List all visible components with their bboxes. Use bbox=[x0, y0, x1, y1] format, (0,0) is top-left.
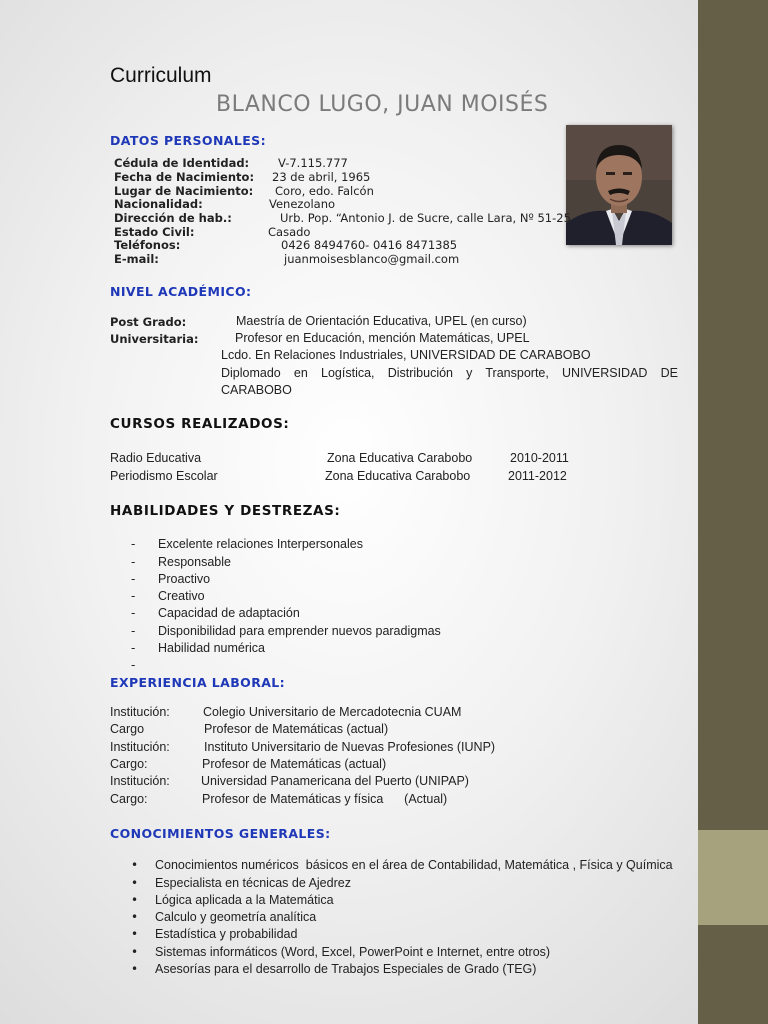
personal-row-value: Venezolano bbox=[269, 197, 336, 211]
dash-marker: - bbox=[131, 624, 136, 638]
experience-label: Institución: bbox=[110, 705, 170, 719]
personal-row-label: Dirección de hab.: bbox=[114, 211, 232, 225]
skills-heading: HABILIDADES Y DESTREZAS: bbox=[110, 503, 341, 519]
personal-row-label: Cédula de Identidad: bbox=[114, 156, 250, 170]
skill-item: Responsable bbox=[158, 555, 231, 569]
experience-heading: EXPERIENCIA LABORAL: bbox=[110, 675, 286, 690]
dash-marker: - bbox=[131, 555, 136, 569]
bullet-icon: • bbox=[131, 962, 139, 976]
dash-marker: - bbox=[131, 572, 136, 586]
personal-row-label: Teléfonos: bbox=[114, 238, 181, 252]
experience-value: Colegio Universitario de Mercadotecnia CUAM bbox=[203, 705, 462, 719]
knowledge-item: Lógica aplicada a la Matemática bbox=[155, 893, 334, 907]
experience-label: Institución: bbox=[110, 740, 170, 754]
university-label: Universitaria: bbox=[110, 332, 199, 346]
knowledge-item: Sistemas informáticos (Word, Excel, PowerPoint e Internet, entre otros) bbox=[155, 945, 551, 959]
skill-item: Capacidad de adaptación bbox=[158, 606, 300, 620]
bullet-icon: • bbox=[131, 893, 139, 907]
personal-row-email[interactable]: juanmoisesblanco@gmail.com bbox=[284, 252, 460, 266]
person-name: BLANCO LUGO, JUAN MOISÉS bbox=[216, 92, 549, 117]
personal-row bbox=[114, 253, 584, 267]
course-name: Periodismo Escolar bbox=[110, 469, 218, 483]
personal-row-label: Lugar de Nacimiento: bbox=[114, 184, 254, 198]
knowledge-item: Conocimientos numéricos básicos en el área de Contabilidad, Matemática , Física y Química bbox=[155, 858, 673, 872]
postgrad-label: Post Grado: bbox=[110, 315, 187, 329]
document-type-title: Curriculum bbox=[110, 64, 212, 87]
knowledge-item: Asesorías para el desarrollo de Trabajos Especiales de Grado (TEG) bbox=[155, 962, 537, 976]
bullet-icon: • bbox=[131, 858, 139, 872]
bullet-icon: • bbox=[131, 876, 139, 890]
postgrad-value: Maestría de Orientación Educativa, UPEL (en curso) bbox=[236, 314, 527, 328]
dash-marker: - bbox=[131, 537, 136, 551]
skill-item: Proactivo bbox=[158, 572, 211, 586]
personal-data-heading: DATOS PERSONALES: bbox=[110, 133, 266, 148]
courses-heading: CURSOS REALIZADOS: bbox=[110, 416, 290, 432]
dash-marker: - bbox=[131, 658, 136, 672]
knowledge-heading: CONOCIMIENTOS GENERALES: bbox=[110, 826, 331, 841]
dash-marker: - bbox=[131, 606, 136, 620]
skill-item: Habilidad numérica bbox=[158, 641, 266, 655]
dash-marker: - bbox=[131, 589, 136, 603]
personal-row-value: V-7.115.777 bbox=[278, 156, 348, 170]
personal-row-label: E-mail: bbox=[114, 252, 159, 266]
experience-label: Institución: bbox=[110, 774, 170, 788]
personal-row-label: Estado Civil: bbox=[114, 225, 195, 239]
personal-row bbox=[114, 198, 584, 212]
experience-label: Cargo: bbox=[110, 757, 148, 771]
university-degree: Lcdo. En Relaciones Industriales, UNIVERSIDAD DE CARABOBO bbox=[221, 348, 591, 362]
skill-item: Disponibilidad para emprender nuevos paradigmas bbox=[158, 624, 441, 638]
course-place: Zona Educativa Carabobo bbox=[327, 451, 473, 465]
university-degree: Diplomado en Logística, Distribución y Transporte, UNIVERSIDAD DE bbox=[221, 366, 678, 380]
skill-item: Creativo bbox=[158, 589, 205, 603]
bullet-icon: • bbox=[131, 910, 139, 924]
knowledge-item: Estadística y probabilidad bbox=[155, 927, 298, 941]
bullet-icon: • bbox=[131, 927, 139, 941]
experience-label: Cargo bbox=[110, 722, 145, 736]
dash-marker: - bbox=[131, 641, 136, 655]
course-name: Radio Educativa bbox=[110, 451, 202, 465]
experience-value: Universidad Panamericana del Puerto (UNIPAP) bbox=[201, 774, 469, 788]
personal-row-value: Urb. Pop. “Antonio J. de Sucre, calle Lara, Nº 51-25 bbox=[280, 211, 571, 225]
bullet-icon: • bbox=[131, 945, 139, 959]
knowledge-item: Calculo y geometría analítica bbox=[155, 910, 317, 924]
personal-row-value: Coro, edo. Falcón bbox=[275, 184, 374, 198]
skill-item: Excelente relaciones Interpersonales bbox=[158, 537, 363, 551]
personal-row bbox=[114, 171, 584, 185]
personal-row bbox=[114, 212, 584, 226]
personal-row-value: Casado bbox=[268, 225, 311, 239]
experience-value: Profesor de Matemáticas (actual) bbox=[204, 722, 389, 736]
personal-row bbox=[114, 239, 584, 253]
personal-row-label: Fecha de Nacimiento: bbox=[114, 170, 255, 184]
experience-value: Profesor de Matemáticas y física (Actual) bbox=[202, 792, 448, 806]
personal-row-value: 23 de abril, 1965 bbox=[272, 170, 371, 184]
experience-label: Cargo: bbox=[110, 792, 148, 806]
personal-row-value: 0426 8494760- 0416 8471385 bbox=[281, 238, 458, 252]
personal-row-label: Nacionalidad: bbox=[114, 197, 203, 211]
sidebar-accent-block bbox=[698, 830, 768, 925]
course-years: 2010-2011 bbox=[510, 451, 569, 465]
knowledge-item: Especialista en técnicas de Ajedrez bbox=[155, 876, 351, 890]
university-degree: CARABOBO bbox=[221, 383, 292, 397]
experience-value: Profesor de Matemáticas (actual) bbox=[202, 757, 387, 771]
experience-value: Instituto Universitario de Nuevas Profesiones (IUNP) bbox=[204, 740, 496, 754]
course-years: 2011-2012 bbox=[508, 469, 567, 483]
decorative-sidebar bbox=[698, 0, 768, 1024]
personal-row bbox=[114, 157, 584, 171]
university-degree: Profesor en Educación, mención Matemáticas, UPEL bbox=[235, 331, 530, 345]
course-place: Zona Educativa Carabobo bbox=[325, 469, 471, 483]
academic-heading: NIVEL ACADÉMICO: bbox=[110, 284, 252, 299]
